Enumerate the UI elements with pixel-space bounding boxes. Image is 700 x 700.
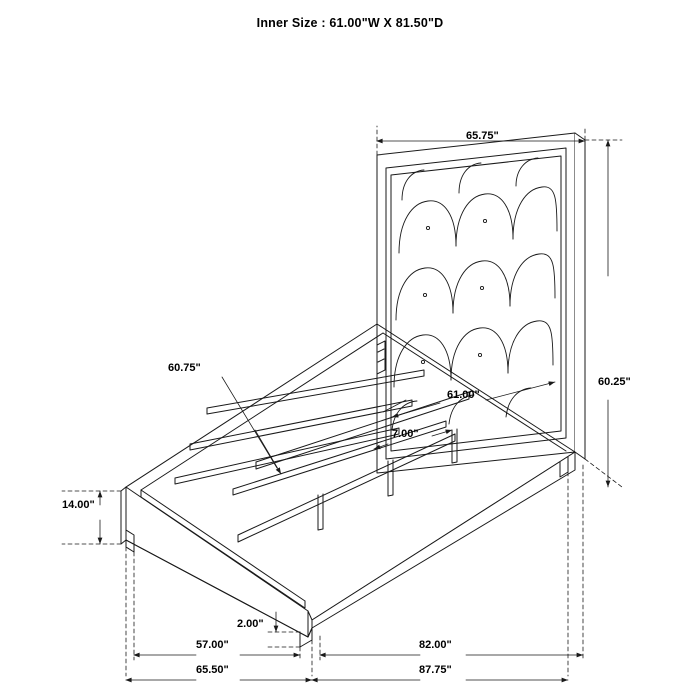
dim-slat-length: 60.75" — [168, 362, 201, 374]
dim-foot-clearance: 2.00" — [237, 618, 264, 630]
dim-overall-depth: 87.75" — [419, 664, 452, 676]
dim-overall-front: 65.50" — [196, 664, 229, 676]
dim-side-rail-depth: 82.00" — [419, 639, 452, 651]
dim-side-rail-front: 57.00" — [196, 639, 229, 651]
dim-deck-height: 14.00" — [62, 499, 95, 511]
dim-headboard-width: 65.75" — [466, 130, 499, 142]
dim-slat-spacing: 7.00" — [392, 428, 419, 440]
headboard-panel — [377, 133, 585, 473]
bed-legs — [126, 457, 568, 647]
dim-inner-width: 61.00" — [447, 389, 480, 401]
dim-headboard-height: 60.25" — [598, 376, 631, 388]
page-title: Inner Size : 61.00"W X 81.50"D — [256, 16, 444, 30]
